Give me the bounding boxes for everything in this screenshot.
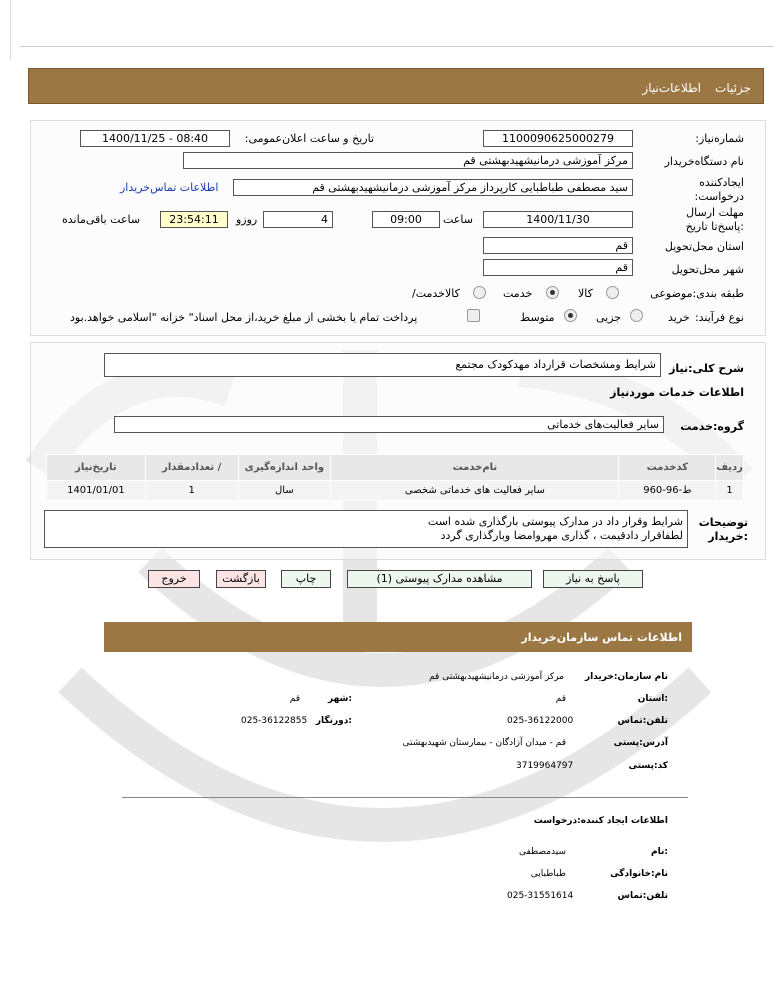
- treasury-payment-checkbox[interactable]: [467, 309, 480, 322]
- exit-button[interactable]: خروج: [148, 570, 200, 588]
- remaining-time-label: ساعت باقی‌مانده: [62, 213, 141, 226]
- category-goods-label: کالا: [578, 287, 593, 300]
- general-desc-label: شرح کلی:نیاز: [669, 362, 744, 375]
- contact-postal-label: کد:پستی: [628, 761, 668, 771]
- delivery-city-label: شهر محل‌تحویل: [671, 263, 744, 276]
- services-table-header: [47, 455, 744, 481]
- contact-fax-value: 025-36122855: [241, 716, 308, 726]
- col-service-code: کدخدمت: [619, 455, 716, 481]
- creator-label: ایجادکننده درخواست:: [694, 176, 744, 203]
- buyer-contact-link[interactable]: اطلاعات تماس‌خریدار: [120, 181, 219, 194]
- category-goods-service-radio[interactable]: [473, 286, 486, 299]
- announce-date-label: تاریخ و ساعت اعلان‌عمومی:: [244, 132, 374, 145]
- delivery-city-field: قم: [483, 259, 633, 276]
- reply-button[interactable]: پاسخ به نیاز: [543, 570, 643, 588]
- contact-postal-value: 3719964797: [516, 761, 574, 771]
- contact-city-value: قم: [289, 694, 300, 704]
- view-attachments-button[interactable]: مشاهده مدارک پیوستی (1): [347, 570, 532, 588]
- days-label: روزو: [236, 213, 258, 226]
- delivery-province-label: استان محل‌تحویل: [664, 240, 744, 253]
- deadline-time-field: 09:00: [372, 211, 440, 228]
- buyer-notes-label: توضیحات :خریدار: [698, 516, 748, 543]
- top-divider: [20, 46, 774, 47]
- contact-city-label: :شهر: [328, 694, 352, 704]
- back-button[interactable]: بازگشت: [216, 570, 266, 588]
- cell-quantity: 1: [145, 481, 238, 501]
- buyer-notes-line-1: شرایط وقرار داد در مدارک پیوستی بارگذاری شده است: [427, 515, 683, 528]
- buyer-org-field: مرکز آموزشی درمانیشهیدبهشتی قم: [183, 152, 633, 169]
- cell-unit: سال: [238, 481, 331, 501]
- service-group-label: گروه:خدمت: [680, 420, 744, 433]
- service-group-field: سایر فعالیت‌های خدماتی: [114, 416, 664, 433]
- col-quantity: / تعدادمقدار: [145, 455, 238, 481]
- contact-org-label: نام سازمان:خریدار: [584, 672, 668, 682]
- process-minor-label: جزیی: [596, 311, 622, 324]
- need-number-label: شماره‌نیاز:: [695, 132, 744, 145]
- contact-info-title: اطلاعات تماس سازمان‌خریدار: [521, 631, 682, 644]
- buyer-notes-line-2: لطفاقرار دادقیمت ، گذاری مهروامضا وبارگذاری گردد: [440, 529, 683, 542]
- col-row: ردیف: [716, 455, 744, 481]
- category-goods-service-label: /کالاخدمت: [412, 287, 460, 300]
- category-service-label: خدمت: [503, 287, 533, 300]
- creator-info-title: اطلاعات ایجاد کننده:درخواست: [533, 816, 668, 826]
- creator-name-value: سیدمصطفی: [518, 847, 566, 857]
- left-border: [10, 0, 11, 60]
- need-number-field: 1100090625000279: [483, 130, 633, 147]
- creator-phone-label: تلفن:تماس: [617, 891, 668, 901]
- process-medium-label: متوسط: [520, 311, 555, 324]
- process-buy-label: خرید: [668, 311, 690, 324]
- process-type-label: نوع فرآیند:: [694, 311, 744, 324]
- general-desc-field: شرایط ومشخصات قرارداد مهدکودک مجتمع: [104, 353, 661, 377]
- remaining-time-field: 23:54:11: [160, 211, 228, 228]
- cell-need-date: 1401/01/01: [47, 481, 146, 501]
- services-info-title: اطلاعات خدمات موردنیاز: [610, 386, 744, 399]
- tab-details[interactable]: جزئیات: [715, 81, 751, 95]
- contact-phone-value: 025-36122000: [507, 716, 574, 726]
- creator-phone-value: 025-31551614: [507, 891, 574, 901]
- contact-province-label: :استان: [637, 694, 668, 704]
- buyer-org-label: نام دستگاه‌خریدار: [664, 155, 744, 168]
- col-need-date: تاریخ‌نیاز: [47, 455, 146, 481]
- creator-field: سید مصطفی طباطبایی کارپرداز مرکز آموزشی درمانیشهیدبهشتی قم: [233, 179, 633, 196]
- days-field: 4: [263, 211, 333, 228]
- page-header: [28, 68, 764, 104]
- delivery-province-field: قم: [483, 237, 633, 254]
- col-service-name: نام‌خدمت: [331, 455, 619, 481]
- deadline-label: مهلت ارسال :پاسخ‌تا تاریخ: [685, 206, 744, 233]
- deadline-time-label: ساعت: [443, 213, 473, 226]
- cell-service-name: سایر فعالیت های خدماتی شخصی: [331, 481, 619, 501]
- contact-province-value: قم: [555, 694, 566, 704]
- contact-fax-label: :دورنگار: [315, 716, 352, 726]
- deadline-date-field: 1400/11/30: [483, 211, 633, 228]
- contact-address-label: آدرس:پستی: [613, 738, 668, 748]
- cell-row: 1: [716, 481, 744, 501]
- contact-divider: [122, 797, 688, 798]
- creator-name-label: :نام: [651, 847, 668, 857]
- col-unit: واحد اندازه‌گیری: [238, 455, 331, 481]
- cell-service-code: ط-96-960: [619, 481, 716, 501]
- buyer-notes-field: [44, 510, 688, 548]
- announce-date-field: 1400/11/25 - 08:40: [80, 130, 230, 147]
- process-minor-radio[interactable]: [630, 309, 643, 322]
- print-button[interactable]: چاپ: [281, 570, 331, 588]
- creator-family-value: طباطبایی: [530, 869, 566, 879]
- process-medium-radio[interactable]: [564, 309, 577, 322]
- contact-phone-label: تلفن:تماس: [617, 716, 668, 726]
- treasury-payment-note: پرداخت تمام یا بخشی از مبلغ خرید،از محل اسناد" خزانه "اسلامی خواهد.بود: [70, 311, 418, 324]
- category-service-radio[interactable]: [546, 286, 559, 299]
- contact-address-value: قم - میدان آزادگان - بیمارستان شهیدبهشتی: [402, 738, 566, 748]
- contact-info-header: [104, 622, 692, 652]
- category-goods-radio[interactable]: [606, 286, 619, 299]
- tab-need-info[interactable]: اطلاعات‌نیاز: [642, 81, 701, 95]
- contact-org-value: مرکز آموزشی درمانیشهیدبهشتی قم: [429, 672, 564, 682]
- table-row: [47, 481, 744, 501]
- services-table: [46, 454, 744, 501]
- creator-family-label: نام:خانوادگی: [610, 869, 668, 879]
- category-label: طبقه بندی:موضوعی: [650, 287, 744, 300]
